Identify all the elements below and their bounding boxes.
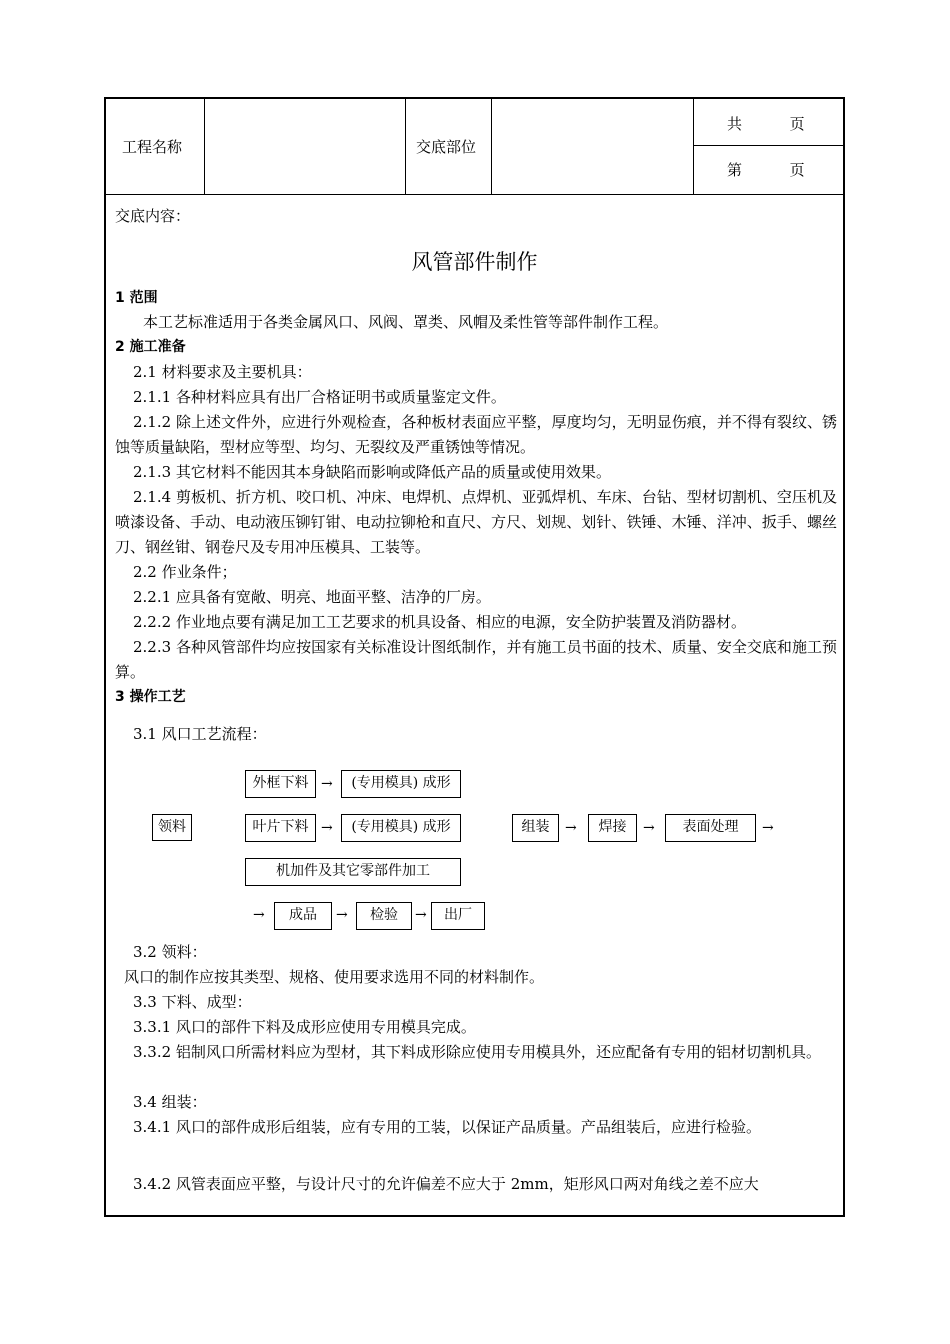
flow-box-chuchang: 出厂 [431,902,485,930]
flow-arrow: → [643,820,655,836]
flow-box-lingliao: 领料 [152,814,192,841]
flow-box-hanjie: 焊接 [588,814,637,842]
paragraph: 2.2.3 各种风管部件均应按国家有关标准设计图纸制作，并有施工员书面的技术、质量、安全交底和施工预算。 [115,638,837,681]
flow-box-chengpin: 成品 [274,902,332,930]
paragraph: 3.1 风口工艺流程： [133,725,267,743]
paragraph: 2.2.1 应具备有宽敞、明亮、地面平整、洁净的厂房。 [133,588,491,606]
paragraph: 3.3 下料、成型： [133,993,252,1011]
flow-box-chengxing2: (专用模具) 成形 [341,814,461,842]
header-divider [204,99,205,194]
flow-box-waikuang: 外框下料 [245,770,316,798]
flow-box-yepian: 叶片下料 [245,814,316,842]
header-divider [491,99,492,194]
paragraph: 2.2.2 作业地点要有满足加工工艺要求的机具设备、相应的电源，安全防护装置及消防器材。 [133,613,746,631]
paragraph: 风口的制作应按其类型、规格、使用要求选用不同的材料制作。 [124,968,545,986]
header-divider [693,99,694,194]
paragraph: 3.3.2 铝制风口所需材料应为型材，其下料成形除应使用专用模具外，还应配备有专用的铝材切割机具。 [133,1043,821,1061]
section-heading: 3 操作工艺 [115,689,186,705]
paragraph: 3.4.2 风管表面应平整，与设计尺寸的允许偏差不应大于 2mm，矩形风口两对角线之差不应大 [133,1175,759,1193]
paragraph: 2.1.1 各种材料应具有出厂合格证明书或质量鉴定文件。 [133,388,506,406]
document-frame [104,97,845,1217]
project-name-label: 工程名称 [122,138,183,156]
page-number: 第 页 [727,161,805,179]
flow-arrow: → [321,820,333,836]
flow-box-chengxing1: (专用模具) 成形 [341,770,461,798]
paragraph: 3.3.1 风口的部件下料及成形应使用专用模具完成。 [133,1018,476,1036]
flow-box-zuzhuang: 组装 [512,814,559,842]
flow-box-biaomian: 表面处理 [665,814,756,842]
flow-arrow: → [415,907,427,923]
paragraph: 3.4 组装： [133,1093,207,1111]
flow-box-jijiagong: 机加件及其它零部件加工 [245,858,461,886]
flow-arrow: → [336,907,348,923]
paragraph: 2.2 作业条件； [133,563,237,581]
paragraph: 2.1.3 其它材料不能因其本身缺陷而影响或降低产品的质量或使用效果。 [133,463,611,481]
header-table [106,99,843,195]
total-pages: 共 页 [727,115,805,133]
document-title: 风管部件制作 [411,250,538,274]
paragraph: 本工艺标准适用于各类金属风口、风阀、罩类、风帽及柔性管等部件制作工程。 [143,313,669,331]
paragraph: 2.1.4 剪板机、折方机、咬口机、冲床、电焊机、点焊机、亚弧焊机、车床、台钻、型材切割机、空压机及喷漆设备、手动、电动液压铆钉钳、电动拉铆枪和直尺、方尺、划规、划针、铁锤、木锤、洋冲、扳手、螺丝刀、钢丝钳、钢卷尺及专用冲压模具、工装等。 [115,488,837,556]
flow-box-jianyan: 检验 [356,902,412,930]
flow-arrow: → [762,820,774,836]
paragraph: 2.1 材料要求及主要机具： [133,363,312,381]
paragraph: 2.1.2 除上述文件外，应进行外观检查，各种板材表面应平整，厚度均匀，无明显伤痕，并不得有裂纹、锈蚀等质量缺陷，型材应等型、均匀、无裂纹及严重锈蚀等情况。 [115,413,837,456]
content-label: 交底内容： [115,207,191,225]
paragraph: 3.2 领料： [133,943,207,961]
section-heading: 2 施工准备 [115,339,186,355]
header-divider [405,99,406,194]
flow-arrow: → [253,907,265,923]
flow-arrow: → [565,820,577,836]
header-divider [694,145,845,146]
paragraph: 3.4.1 风口的部件成形后组装，应有专用的工装，以保证产品质量。产品组装后，应进行检验。 [133,1118,761,1136]
location-label: 交底部位 [416,138,477,156]
section-heading: 1 范围 [115,290,158,306]
flow-arrow: → [321,776,333,792]
